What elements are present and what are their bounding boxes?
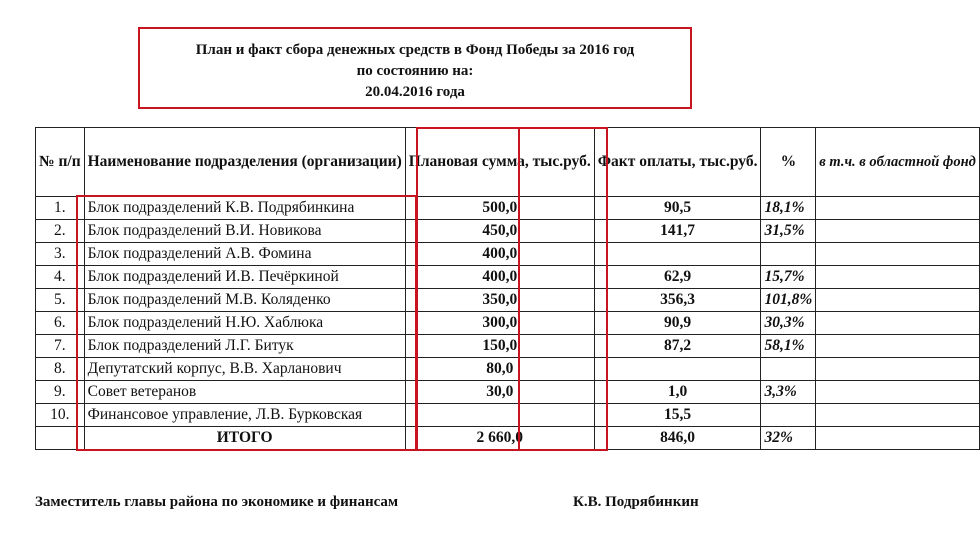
funding-table xyxy=(35,127,980,450)
row-name: Блок подразделений М.В. Коляденко xyxy=(84,289,405,312)
row-plan: 450,0 xyxy=(405,220,594,243)
row-plan: 80,0 xyxy=(405,358,594,381)
row-num: 5. xyxy=(36,289,85,312)
row-fund xyxy=(816,289,980,312)
row-fact: 62,9 xyxy=(594,266,761,289)
row-name: Совет ветеранов xyxy=(84,381,405,404)
row-fund xyxy=(816,335,980,358)
title-line-1: План и факт сбора денежных средств в Фонд Победы за 2016 год xyxy=(195,42,635,58)
table-body xyxy=(36,197,980,450)
row-num: 4. xyxy=(36,266,85,289)
row-fund xyxy=(816,312,980,335)
row-plan: 500,0 xyxy=(405,197,594,220)
total-label: ИТОГО xyxy=(84,427,405,450)
row-name: Блок подразделений Н.Ю. Хаблюка xyxy=(84,312,405,335)
table-header-row xyxy=(36,128,980,197)
header-num xyxy=(36,128,85,197)
header-fact xyxy=(594,128,761,197)
row-plan: 350,0 xyxy=(405,289,594,312)
table-row xyxy=(36,358,980,381)
row-fact: 1,0 xyxy=(594,381,761,404)
row-num: 1. xyxy=(36,197,85,220)
header-percent-label: % xyxy=(780,153,797,170)
row-fact: 90,9 xyxy=(594,312,761,335)
row-name: Блок подразделений В.И. Новикова xyxy=(84,220,405,243)
row-num: 10. xyxy=(36,404,85,427)
header-plan xyxy=(405,128,594,197)
row-plan: 30,0 xyxy=(405,381,594,404)
row-name: Финансовое управление, Л.В. Бурковская xyxy=(84,404,405,427)
table-row xyxy=(36,243,980,266)
row-fund xyxy=(816,358,980,381)
header-name-label: Наименование подразделения (организации) xyxy=(87,153,402,170)
footer-signatory: К.В. Подрябинкин xyxy=(573,494,699,510)
row-percent: 30,3% xyxy=(761,312,816,335)
row-percent: 3,3% xyxy=(761,381,816,404)
row-fact: 356,3 xyxy=(594,289,761,312)
row-fund xyxy=(816,243,980,266)
table-row xyxy=(36,220,980,243)
table-row xyxy=(36,197,980,220)
row-name: Блок подразделений Л.Г. Битук xyxy=(84,335,405,358)
row-plan xyxy=(405,404,594,427)
row-percent: 18,1% xyxy=(761,197,816,220)
row-fund xyxy=(816,266,980,289)
row-percent: 15,7% xyxy=(761,266,816,289)
total-percent: 32% xyxy=(761,427,816,450)
row-percent xyxy=(761,404,816,427)
row-percent: 58,1% xyxy=(761,335,816,358)
total-num-cell xyxy=(36,427,85,450)
row-fact xyxy=(594,243,761,266)
title-line-3: 20.04.2016 года xyxy=(365,84,465,100)
header-fund xyxy=(816,128,980,197)
row-num: 6. xyxy=(36,312,85,335)
header-percent xyxy=(761,128,816,197)
row-name: Блок подразделений А.В. Фомина xyxy=(84,243,405,266)
row-fact: 15,5 xyxy=(594,404,761,427)
row-fact: 141,7 xyxy=(594,220,761,243)
row-fact: 90,5 xyxy=(594,197,761,220)
row-num: 8. xyxy=(36,358,85,381)
row-num: 3. xyxy=(36,243,85,266)
row-plan: 400,0 xyxy=(405,266,594,289)
table-total-row xyxy=(36,427,980,450)
table-row xyxy=(36,289,980,312)
row-num: 9. xyxy=(36,381,85,404)
table-row xyxy=(36,266,980,289)
total-plan: 2 660,0 xyxy=(405,427,594,450)
row-percent xyxy=(761,358,816,381)
row-fact xyxy=(594,358,761,381)
row-name: Депутатский корпус, В.В. Харланович xyxy=(84,358,405,381)
row-name: Блок подразделений И.В. Печёркиной xyxy=(84,266,405,289)
header-plan-label: Плановая сумма, тыс.руб. xyxy=(408,153,591,170)
table-row xyxy=(36,335,980,358)
table-row xyxy=(36,312,980,335)
row-fund xyxy=(816,381,980,404)
row-fund xyxy=(816,197,980,220)
row-percent: 101,8% xyxy=(761,289,816,312)
header-num-label: № п/п xyxy=(39,153,81,170)
row-plan: 150,0 xyxy=(405,335,594,358)
row-percent: 31,5% xyxy=(761,220,816,243)
document-title-box xyxy=(138,27,692,109)
total-fund xyxy=(816,427,980,450)
total-fact: 846,0 xyxy=(594,427,761,450)
row-fund xyxy=(816,220,980,243)
row-num: 7. xyxy=(36,335,85,358)
table-row xyxy=(36,404,980,427)
header-fact-label: Факт оплаты, тыс.руб. xyxy=(597,153,758,170)
row-plan: 300,0 xyxy=(405,312,594,335)
table-row xyxy=(36,381,980,404)
row-percent xyxy=(761,243,816,266)
row-plan: 400,0 xyxy=(405,243,594,266)
row-fact: 87,2 xyxy=(594,335,761,358)
footer-position: Заместитель главы района по экономике и финансам xyxy=(35,494,399,510)
row-num: 2. xyxy=(36,220,85,243)
row-fund xyxy=(816,404,980,427)
row-name: Блок подразделений К.В. Подрябинкина xyxy=(84,197,405,220)
title-line-2: по состоянию на: xyxy=(356,63,474,79)
header-name xyxy=(84,128,405,197)
header-fund-label: в т.ч. в областной фонд xyxy=(819,154,976,170)
